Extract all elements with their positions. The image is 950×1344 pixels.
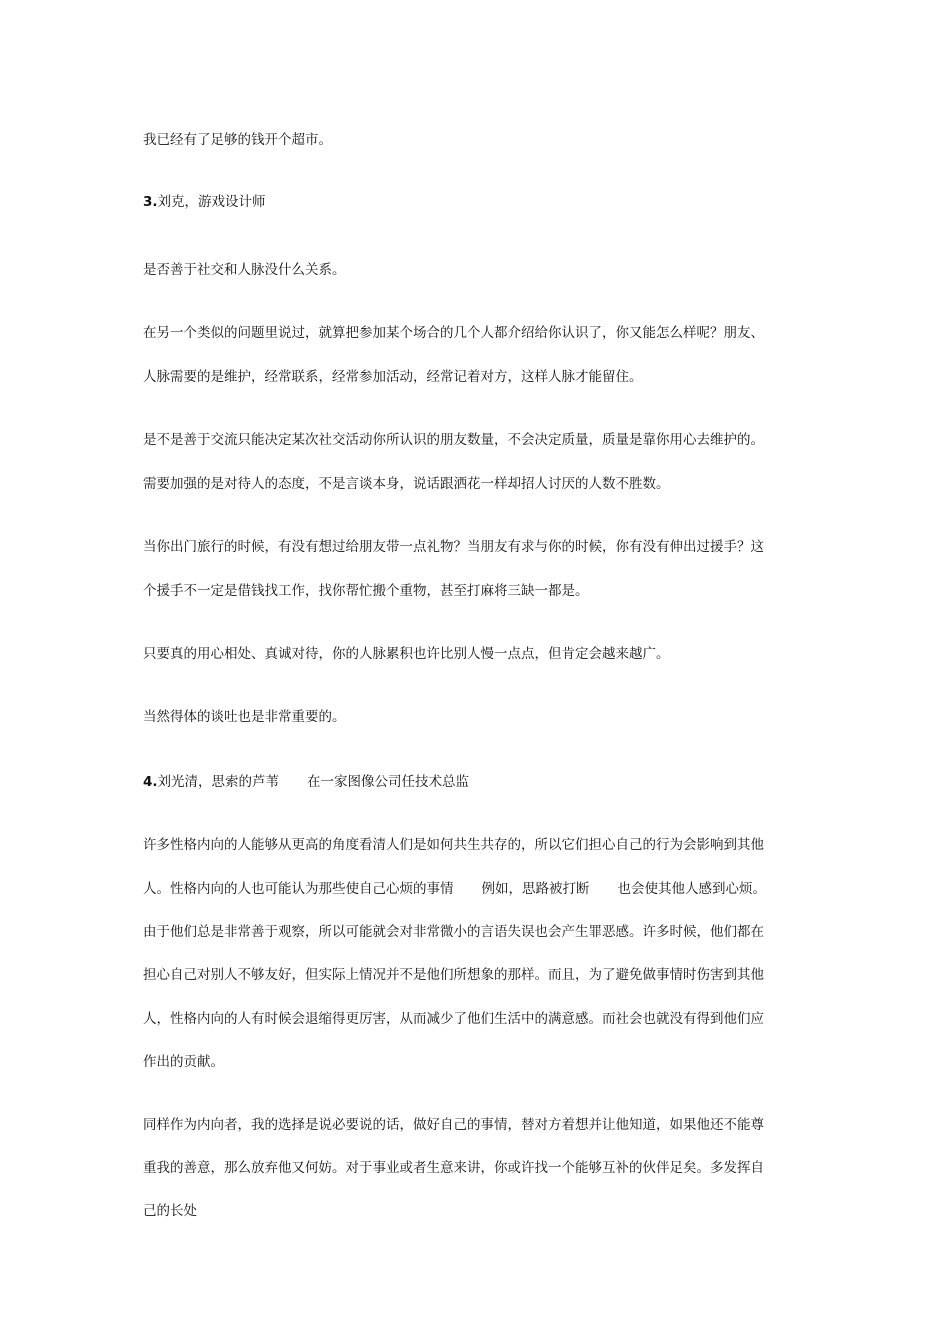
paragraph-line: 当你出门旅行的时候，有没有想过给朋友带一点礼物？当朋友有求与你的时候，你有没有伸出过援手？这 [143, 539, 764, 555]
paragraph-line: 由于他们总是非常善于观察，所以可能就会对非常微小的言语失误也会产生罪恶感。许多时候，他们都在 [143, 924, 764, 940]
paragraph-line [143, 879, 823, 899]
paragraph-line: 己的长处 [143, 1203, 197, 1219]
section-heading-4 [143, 772, 823, 792]
paragraph-line: 个援手不一定是借钱找工作，找你帮忙搬个重物，甚至打麻将三缺一都是。 [143, 583, 589, 599]
paragraph-line: 许多性格内向的人能够从更高的角度看清人们是如何共生共存的，所以它们担心自己的行为会影响到其他 [143, 837, 764, 853]
paragraph-line: 只要真的用心相处、真诚对待，你的人脉累积也许比别人慢一点点，但肯定会越来越广。 [143, 646, 670, 662]
paragraph-line: 我已经有了足够的钱开个超市。 [143, 132, 332, 148]
section-role: 在一家图像公司任技术总监 [307, 774, 470, 790]
line-segment: 也会使其他人感到心烦。 [617, 881, 766, 897]
line-segment: 人。性格内向的人也可能认为那些使自己心烦的事情 [143, 881, 454, 897]
paragraph-line: 同样作为内向者，我的选择是说必要说的话，做好自己的事情，替对方着想并让他知道，如果他还不能尊 [143, 1117, 764, 1133]
paragraph-line: 作出的贡献。 [143, 1054, 224, 1070]
paragraph-line: 在另一个类似的问题里说过，就算把参加某个场合的几个人都介绍给你认识了，你又能怎么样呢？朋友、 [143, 325, 764, 341]
paragraph-line: 重我的善意，那么放弃他又何妨。对于事业或者生意来讲，你或许找一个能够互补的伙伴足矣。多发挥自 [143, 1160, 764, 1176]
paragraph-line: 是不是善于交流只能决定某次社交活动你所认识的朋友数量，不会决定质量，质量是靠你用心去维护的。 [143, 432, 764, 448]
paragraph-line: 当然得体的谈吐也是非常重要的。 [143, 709, 346, 725]
section-heading-3 [143, 192, 823, 212]
section-number: 4. [143, 774, 158, 790]
section-number: 3. [143, 194, 158, 210]
paragraph-line: 人脉需要的是维护，经常联系，经常参加活动，经常记着对方，这样人脉才能留住。 [143, 369, 643, 385]
paragraph-line: 担心自己对别人不够友好，但实际上情况并不是他们所想象的那样。而且，为了避免做事情时伤害到其他 [143, 967, 764, 983]
section-title: 刘光清，思索的芦苇 [157, 774, 280, 790]
paragraph-line: 需要加强的是对待人的态度，不是言谈本身，说话跟洒花一样却招人讨厌的人数不胜数。 [143, 476, 670, 492]
section-title: 刘克，游戏设计师 [157, 194, 266, 210]
paragraph-line: 人，性格内向的人有时候会退缩得更厉害，从而减少了他们生活中的满意感。而社会也就没有得到他们应 [143, 1011, 764, 1027]
line-segment: 例如，思路被打断 [481, 881, 590, 897]
paragraph-line: 是否善于社交和人脉没什么关系。 [143, 262, 346, 278]
